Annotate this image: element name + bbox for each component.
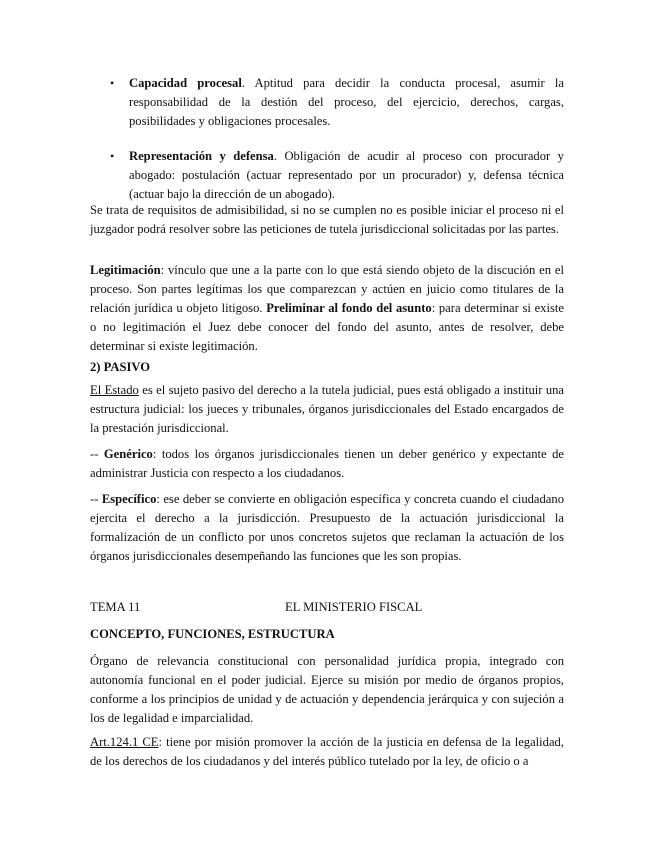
list-item-term: Representación y defensa [129,149,274,163]
paragraph-art-124 [90,733,564,771]
paragraph-organo: Órgano de relevancia constitucional con personalidad jurídica propia, integrado con autonomía funcional en el poder judicial. Ejerce su misión por medio de órganos propios, conforme a los principios de unidad y de actuación y dependencia jerárquica y con sujeción a los de legalidad e imparcialidad. [90,654,564,725]
especifico-text: : ese deber se convierte en obligación específica y concreta cuando el ciudadano ejercita el derecho a la jurisdicción. Presupuesto de la actuación jurisdiccional la formalización de un conflicto por unos concretos sujetos que reclaman la actuación de los órganos jurisdiccionales desempeñando las funciones que les son propias. [90,492,564,563]
heading-pasivo: 2) PASIVO [90,360,151,374]
list-item [90,74,564,131]
generico-text: : todos los órganos jurisdiccionales tienen un deber genérico y expectante de administrar Justicia con respecto a los ciudadanos. [90,447,564,480]
tema-header [90,598,564,617]
requirements-list [90,74,564,204]
paragraph-estado [90,381,564,438]
list-item [90,147,564,204]
legitimacion-text: : vínculo que une a la parte con lo que está siendo objeto de la discución en el proceso. Son partes legítimas los que comparezcan y actúen en juicio como titulares de la relación jurídica u objeto litigoso. [90,263,564,315]
paragraph-legitimacion [90,261,564,356]
link-el-estado[interactable]: El Estado [90,383,139,397]
estado-text: es el sujeto pasivo del derecho a la tutela judicial, pues está obligado a instituir una estructura judicial: los jueces y tribunales, órganos jurisdiccionales del Estado encargados de la prestación jurisdiccional. [90,383,564,435]
dash-prefix: -- [90,447,104,461]
paragraph-generico [90,445,564,483]
list-item-text: . Aptitud para decidir la conducta procesal, asumir la responsabilidad de la destión del proceso, del ejercicio, derechos, cargas, posibilidades y obligaciones procesales. [129,76,564,128]
tema-title: EL MINISTERIO FISCAL [285,600,423,614]
art-text: : tiene por misión promover la acción de la justicia en defensa de la legalidad, de los derechos de los ciudadanos y del interés público tutelado por la ley, de oficio o a [90,735,564,768]
tema-number: TEMA 11 [90,600,141,614]
term-especifico: Específico [101,492,157,506]
link-art-124-1-ce[interactable]: Art.124.1 CE [90,735,159,749]
bullet-icon: • [110,149,115,163]
bullet-icon: • [110,76,115,90]
term-generico: Genérico [103,447,153,461]
paragraph-especifico [90,490,564,566]
list-item-term: Capacidad procesal [129,76,242,90]
heading-concepto: CONCEPTO, FUNCIONES, ESTRUCTURA [90,627,335,641]
paragraph-requisitos: Se trata de requisitos de admisibilidad, si no se cumplen no es posible iniciar el proceso ni el juzgador podrá resolver sobre las peticiones de tutela jurisdiccional solicitadas por las partes. [90,203,564,236]
term-preliminar: Preliminar al fondo del asunto [266,301,432,315]
term-legitimacion: Legitimación [90,263,161,277]
list-item-text: . Obligación de acudir al proceso con procurador y abogado: postulación (actuar representado por un procurador) y, defensa técnica (actuar bajo la dirección de un abogado). [129,149,564,201]
preliminar-text: : para determinar si existe o no legitimación el Juez debe conocer del fondo del asunto, antes de resolver, debe determinar si existe legitimación. [90,301,564,353]
dash-prefix: -- [90,492,102,506]
